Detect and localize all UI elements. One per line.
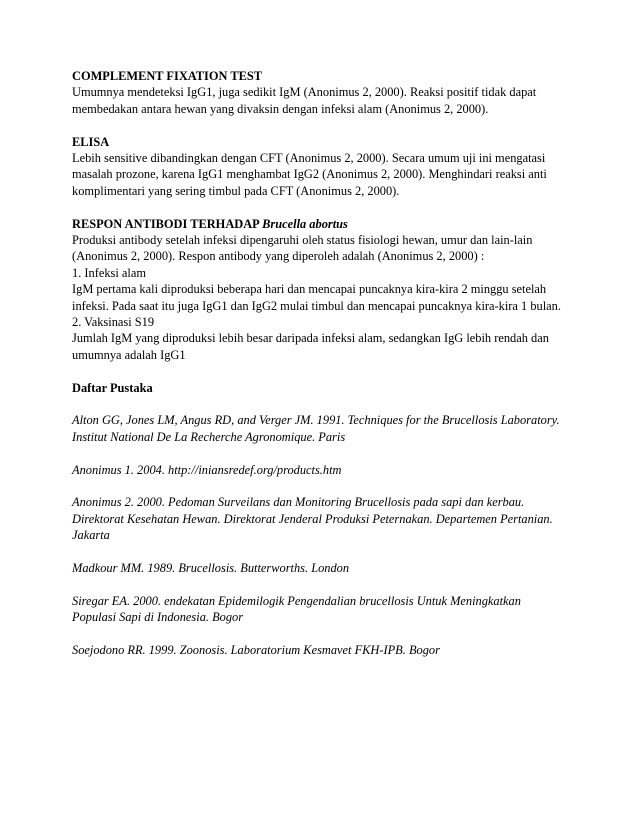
section-paragraph: Umumnya mendeteksi IgG1, juga sedikit IgM (Anonimus 2, 2000). Reaksi positif tidak dapat membedakan antara hewan yang divaksin dengan infeksi alam (Anonimus 2, 2000). xyxy=(72,85,537,116)
spacer xyxy=(72,576,566,592)
spacer xyxy=(72,199,566,215)
list-item: 2. Vaksinasi S19 xyxy=(72,315,155,330)
section-heading: COMPLEMENT FIXATION TEST xyxy=(72,69,263,83)
section-complement-fixation-test xyxy=(72,68,566,117)
section-paragraph: IgM pertama kali diproduksi beberapa hari dan mencapai puncaknya kira-kira 2 minggu setelah infeksi. Pada saat itu juga IgG1 dan IgG2 mulai timbul dan mencapai puncaknya kira-kira 1 bulan. xyxy=(72,282,561,313)
section-paragraph: Jumlah IgM yang diproduksi lebih besar daripada infeksi alam, sedangkan IgG lebih rendah dan umumnya adalah IgG1 xyxy=(72,331,549,362)
reference-entry: Anonimus 1. 2004. http://iniansredef.org/products.htm xyxy=(72,462,342,477)
section-respon-antibodi xyxy=(72,216,566,364)
spacer xyxy=(72,544,566,560)
reference-entry: Soejodono RR. 1999. Zoonosis. Laboratorium Kesmavet FKH-IPB. Bogor xyxy=(72,643,440,658)
section-heading: ELISA xyxy=(72,134,110,149)
section-heading-prefix: RESPON ANTIBODI TERHADAP xyxy=(72,216,263,231)
section-heading xyxy=(72,216,566,232)
section-elisa xyxy=(72,134,566,200)
spacer xyxy=(72,445,566,461)
references-section xyxy=(72,380,566,659)
document-content xyxy=(72,68,566,658)
spacer xyxy=(72,626,566,642)
spacer xyxy=(72,363,566,379)
section-heading-species: Brucella abortus xyxy=(262,216,348,231)
section-paragraph: Lebih sensitive dibandingkan dengan CFT (Anonimus 2, 2000). Secara umum uji ini mengatasi masalah prozone, karena IgG1 menghambat IgG2 (Anonimus 2, 2000). Menghindari reaksi anti komplimentari yang sering timbul pada CFT (Anonimus 2, 2000). xyxy=(72,151,547,198)
references-heading: Daftar Pustaka xyxy=(72,380,153,395)
list-item: 1. Infeksi alam xyxy=(72,265,146,280)
spacer xyxy=(72,117,566,133)
reference-entry: Anonimus 2. 2000. Pedoman Surveilans dan Monitoring Brucellosis pada sapi dan kerbau. Direktorat Kesehatan Hewan. Direktorat Jenderal Produksi Peternakan. Departemen Pertanian. Jakarta xyxy=(72,495,553,543)
spacer xyxy=(72,478,566,494)
reference-entry: Siregar EA. 2000. endekatan Epidemilogik Pengendalian brucellosis Untuk Meningkatkan Populasi Sapi di Indonesia. Bogor xyxy=(72,593,521,625)
section-paragraph: Produksi antibody setelah infeksi dipengaruhi oleh status fisiologi hewan, umur dan lain-lain (Anonimus 2, 2000). Respon antibody yang diperoleh adalah (Anonimus 2, 2000) : xyxy=(72,233,533,264)
spacer xyxy=(72,396,566,412)
reference-entry: Madkour MM. 1989. Brucellosis. Butterworths. London xyxy=(72,561,350,576)
reference-entry: Alton GG, Jones LM, Angus RD, and Verger JM. 1991. Techniques for the Brucellosis Laboratory. Institut National De La Recherche Agronomique. Paris xyxy=(72,413,560,444)
